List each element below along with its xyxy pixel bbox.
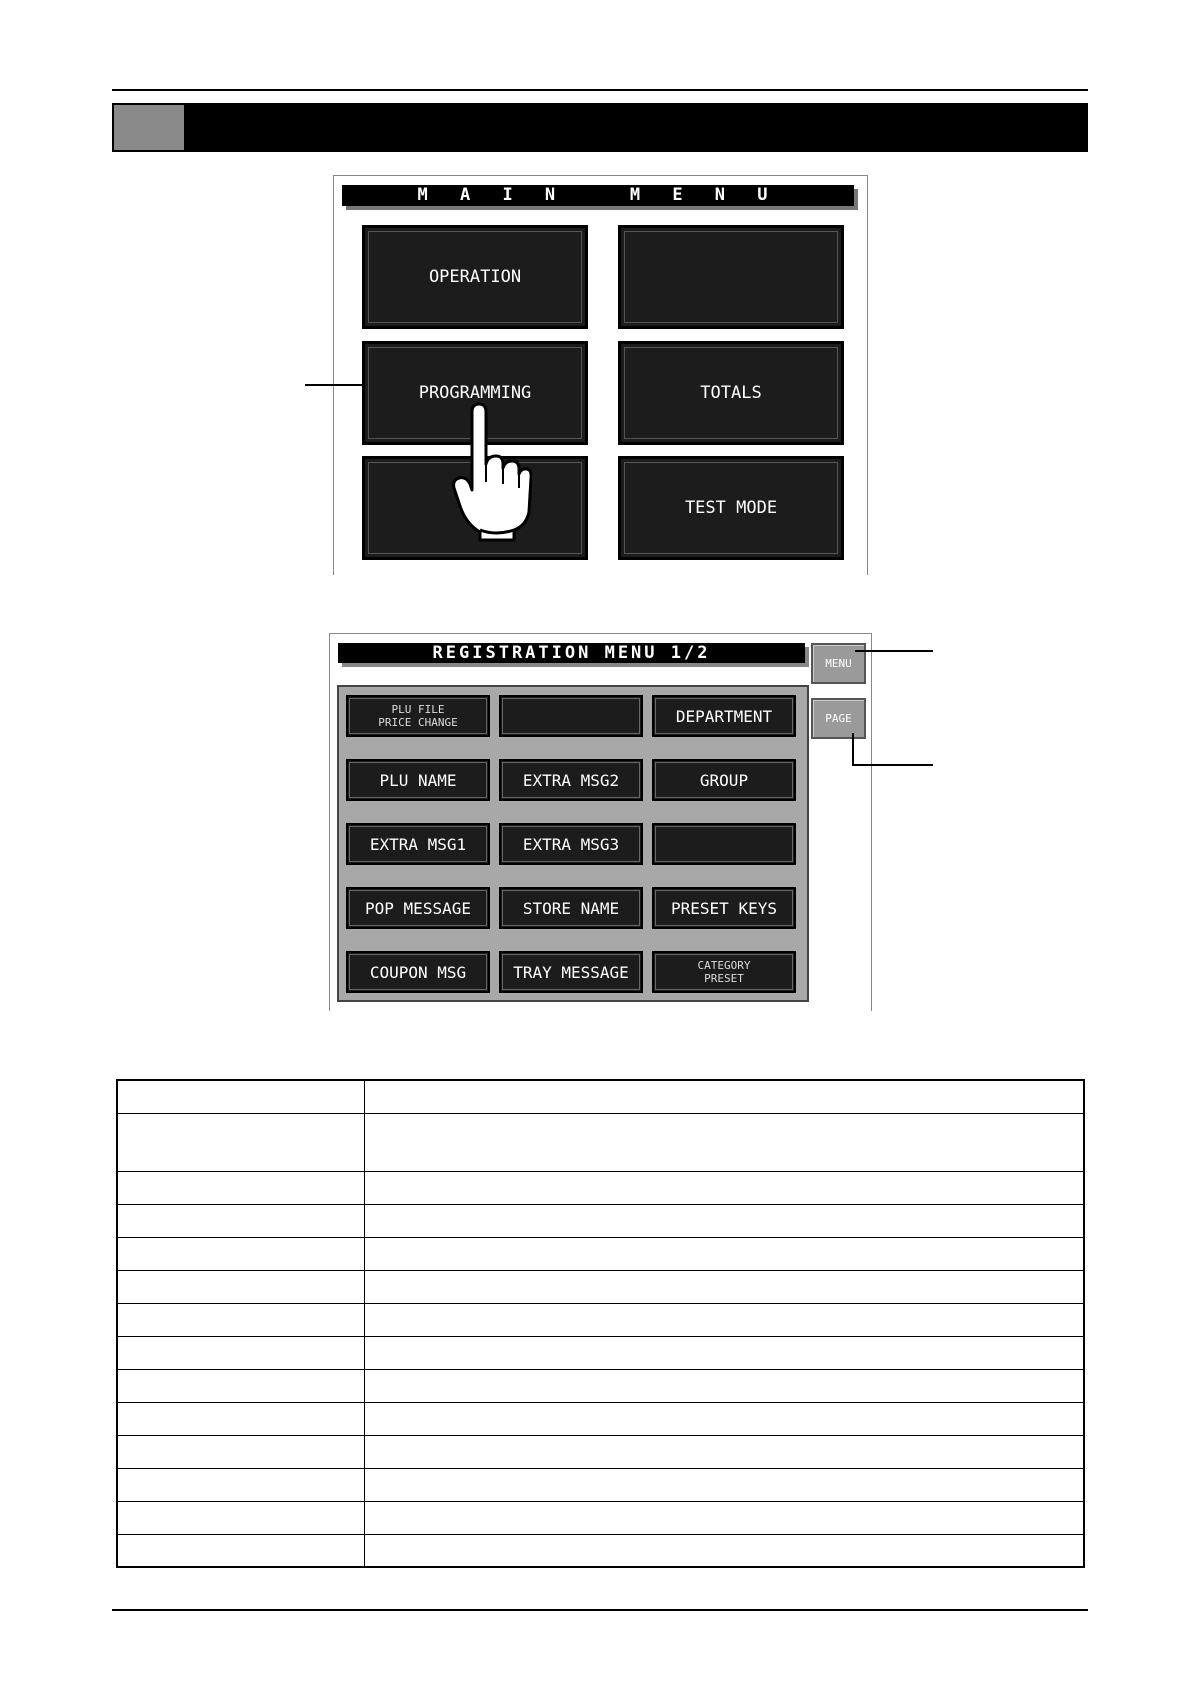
table-cell-description [364,1113,1084,1171]
table-cell-description [364,1204,1084,1237]
tray-message-button[interactable]: TRAY MESSAGE [499,951,643,993]
table-row [117,1336,1084,1369]
blank-button-2[interactable] [652,823,796,865]
registration-menu-title: REGISTRATION MENU 1/2 [338,643,805,663]
plu-file-price-change-button[interactable] [346,695,490,737]
table-cell-key [117,1270,364,1303]
table-cell-description [364,1435,1084,1468]
table-cell-key [117,1468,364,1501]
table-cell-key [117,1080,364,1113]
table-row [117,1113,1084,1171]
table-cell-description [364,1402,1084,1435]
table-cell-key [117,1171,364,1204]
test-mode-button[interactable]: TEST MODE [618,456,844,560]
section-header-bar [112,103,1088,152]
table-row [117,1080,1084,1113]
totals-button[interactable]: TOTALS [618,341,844,445]
table-cell-description [364,1080,1084,1113]
table-row [117,1369,1084,1402]
table-row [117,1270,1084,1303]
table-cell-key [117,1204,364,1237]
extra-msg1-button[interactable]: EXTRA MSG1 [346,823,490,865]
page-button[interactable]: PAGE [811,698,866,739]
category-label: CATEGORY [697,959,751,972]
blank-button-1[interactable] [499,695,643,737]
registration-button-panel [337,685,809,1002]
table-cell-description [364,1237,1084,1270]
department-button[interactable]: DEPARTMENT [652,695,796,737]
table-cell-key [117,1369,364,1402]
pointing-hand-icon [452,402,532,542]
preset-keys-button[interactable]: PRESET KEYS [652,887,796,929]
table-cell-key [117,1113,364,1171]
pop-message-button[interactable]: POP MESSAGE [346,887,490,929]
table-cell-description [364,1534,1084,1567]
table-cell-description [364,1468,1084,1501]
category-preset-button[interactable] [652,951,796,993]
table-cell-description [364,1270,1084,1303]
plu-file-label: PLU FILE [391,703,445,716]
table-row [117,1402,1084,1435]
table-row [117,1204,1084,1237]
plu-name-button[interactable]: PLU NAME [346,759,490,801]
bottom-rule [112,1609,1088,1611]
group-button[interactable]: GROUP [652,759,796,801]
description-table [116,1079,1085,1568]
programming-button[interactable]: PROGRAMMING [362,341,588,445]
top-rule [112,89,1088,91]
main-menu-title: M A I N M E N U [342,185,854,206]
table-row [117,1237,1084,1270]
table-cell-key [117,1402,364,1435]
table-cell-description [364,1336,1084,1369]
table-cell-description [364,1501,1084,1534]
page-callout-horizontal [852,764,933,766]
table-row [117,1435,1084,1468]
registration-menu-screen [329,633,872,1011]
menu-button[interactable]: MENU [811,643,866,684]
table-row [117,1171,1084,1204]
table-cell-description [364,1303,1084,1336]
programming-callout-line [305,384,363,386]
table-cell-description [364,1369,1084,1402]
store-name-button[interactable]: STORE NAME [499,887,643,929]
table-cell-key [117,1534,364,1567]
extra-msg2-button[interactable]: EXTRA MSG2 [499,759,643,801]
table-cell-key [117,1237,364,1270]
blank-button[interactable] [618,225,844,329]
coupon-msg-button[interactable]: COUPON MSG [346,951,490,993]
table-cell-key [117,1336,364,1369]
table-row [117,1468,1084,1501]
page-callout-vertical [852,733,854,766]
table-cell-key [117,1501,364,1534]
table-cell-description [364,1171,1084,1204]
preset-label: PRESET [704,972,744,985]
table-cell-key [117,1435,364,1468]
menu-callout-line [855,650,933,652]
extra-msg3-button[interactable]: EXTRA MSG3 [499,823,643,865]
table-row [117,1534,1084,1567]
section-number-tab [113,104,185,151]
table-row [117,1501,1084,1534]
table-row [117,1303,1084,1336]
operation-button[interactable]: OPERATION [362,225,588,329]
table-cell-key [117,1303,364,1336]
price-change-label: PRICE CHANGE [378,716,458,729]
main-menu-screen [333,175,868,575]
